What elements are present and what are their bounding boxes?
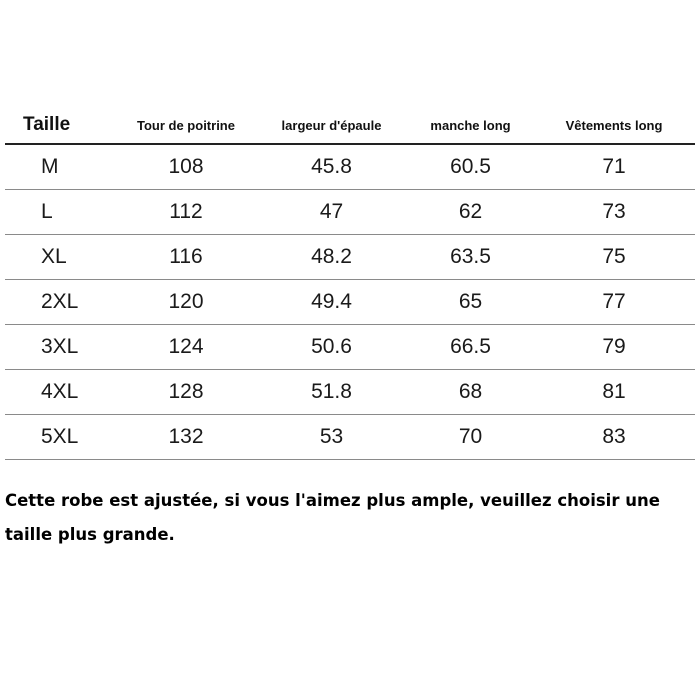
cell-shoulder-width: 50.6: [255, 325, 408, 370]
cell-size: XL: [5, 235, 117, 280]
cell-garment-length: 73: [533, 190, 695, 235]
header-garment-length: Vêtements long: [533, 107, 695, 144]
cell-garment-length: 71: [533, 144, 695, 190]
cell-sleeve-length: 63.5: [408, 235, 533, 280]
table-row: [5, 235, 695, 280]
table-header-row: [5, 107, 695, 144]
cell-shoulder-width: 49.4: [255, 280, 408, 325]
cell-chest: 112: [117, 190, 255, 235]
table-row: [5, 190, 695, 235]
cell-size: 4XL: [5, 370, 117, 415]
table-row: [5, 325, 695, 370]
table-row: [5, 144, 695, 190]
cell-chest: 124: [117, 325, 255, 370]
table-row: [5, 415, 695, 460]
cell-size: 3XL: [5, 325, 117, 370]
cell-shoulder-width: 45.8: [255, 144, 408, 190]
cell-size: L: [5, 190, 117, 235]
cell-chest: 128: [117, 370, 255, 415]
cell-chest: 108: [117, 144, 255, 190]
cell-sleeve-length: 62: [408, 190, 533, 235]
fit-note: [5, 484, 695, 552]
cell-sleeve-length: 70: [408, 415, 533, 460]
cell-size: 2XL: [5, 280, 117, 325]
cell-size: M: [5, 144, 117, 190]
header-size: Taille: [5, 107, 117, 144]
cell-garment-length: 81: [533, 370, 695, 415]
cell-chest: 132: [117, 415, 255, 460]
cell-garment-length: 79: [533, 325, 695, 370]
table-row: [5, 370, 695, 415]
cell-shoulder-width: 53: [255, 415, 408, 460]
cell-sleeve-length: 65: [408, 280, 533, 325]
cell-shoulder-width: 51.8: [255, 370, 408, 415]
header-shoulder-width: largeur d'épaule: [255, 107, 408, 144]
cell-garment-length: 77: [533, 280, 695, 325]
table-row: [5, 280, 695, 325]
size-chart-table: [5, 107, 695, 460]
cell-sleeve-length: 66.5: [408, 325, 533, 370]
cell-size: 5XL: [5, 415, 117, 460]
fit-note-line-1: Cette robe est ajustée, si vous l'aimez plus ample, veuillez choisir une: [5, 491, 660, 510]
cell-shoulder-width: 47: [255, 190, 408, 235]
cell-garment-length: 83: [533, 415, 695, 460]
cell-chest: 116: [117, 235, 255, 280]
fit-note-line-2: taille plus grande.: [5, 525, 175, 544]
header-chest: Tour de poitrine: [117, 107, 255, 144]
cell-sleeve-length: 68: [408, 370, 533, 415]
cell-garment-length: 75: [533, 235, 695, 280]
cell-sleeve-length: 60.5: [408, 144, 533, 190]
cell-shoulder-width: 48.2: [255, 235, 408, 280]
header-sleeve-length: manche long: [408, 107, 533, 144]
cell-chest: 120: [117, 280, 255, 325]
